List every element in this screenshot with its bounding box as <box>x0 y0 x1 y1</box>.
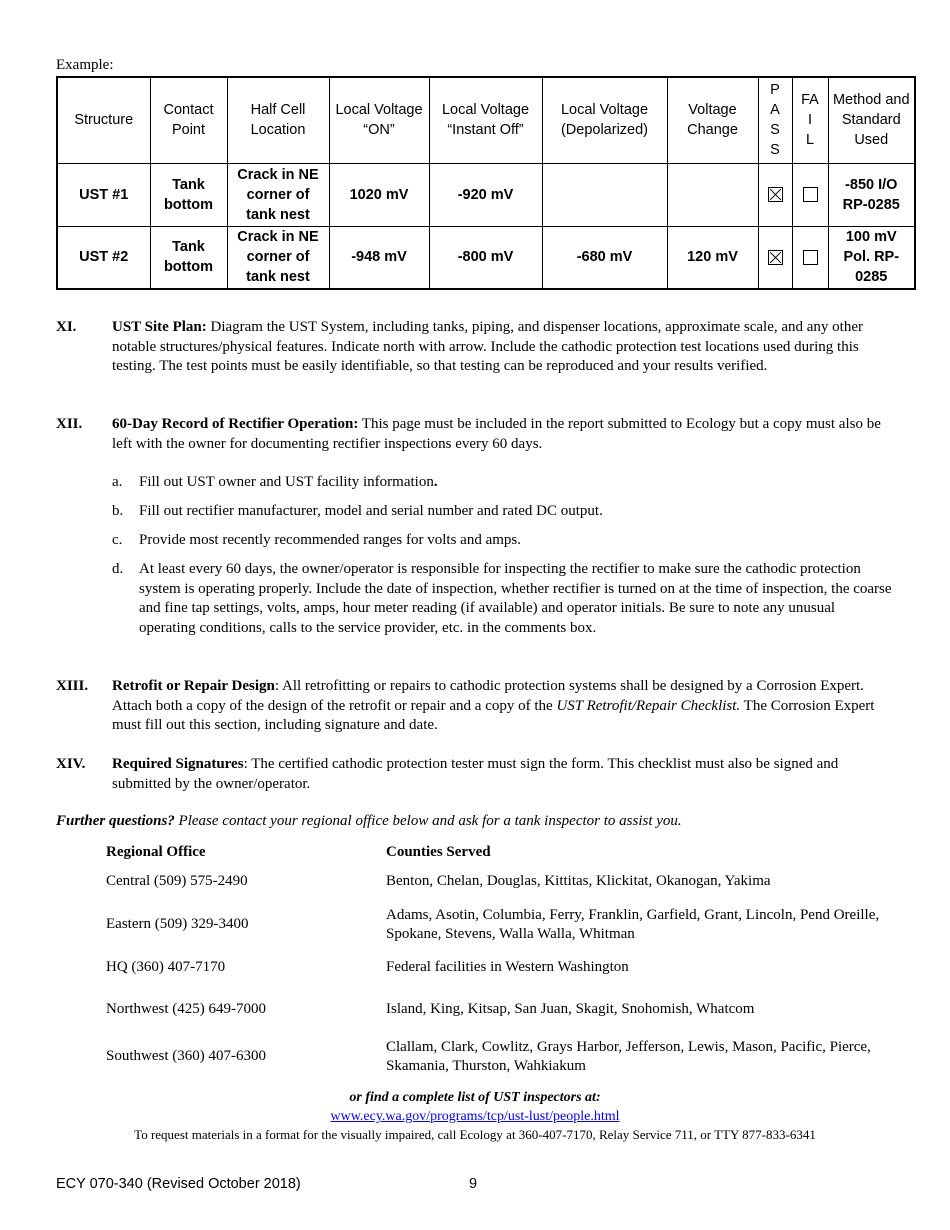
pass-checkbox[interactable] <box>768 250 783 265</box>
further-text: Please contact your regional office below and ask for a tank inspector to assist you. <box>174 813 682 829</box>
table-row <box>106 866 896 898</box>
office-name: Northwest (425) 649-7000 <box>106 1001 266 1018</box>
header-method: Method and Standard Used <box>828 77 915 163</box>
header-pass: P A S S <box>758 77 792 163</box>
item-text: Fill out rectifier manufacturer, model and serial number and rated DC output. <box>139 503 603 519</box>
fail-checkbox[interactable] <box>803 250 818 265</box>
section-xii <box>56 415 896 454</box>
cell-fail <box>792 226 828 289</box>
table-header-row <box>57 77 915 163</box>
table-row <box>106 952 896 984</box>
section-xiii <box>56 677 896 736</box>
offices-header <box>106 840 896 866</box>
header-fail: FA I L <box>792 77 828 163</box>
cell-fail <box>792 163 828 226</box>
section-title: Required Signatures <box>112 756 244 772</box>
item-text: Fill out UST owner and UST facility information <box>139 474 434 490</box>
cell-structure: UST #1 <box>57 163 150 226</box>
cell-on: -948 mV <box>329 226 429 289</box>
item-letter: b. <box>112 503 124 519</box>
list-item <box>112 531 892 551</box>
section-number: XI. <box>56 319 77 335</box>
cell-instant-off: -920 mV <box>429 163 542 226</box>
office-name: Central (509) 575-2490 <box>106 873 248 890</box>
section-number: XIV. <box>56 756 86 772</box>
pass-checkbox[interactable] <box>768 187 783 202</box>
section-text: : The certified cathodic protection tester must sign the form. This checklist must also be signed and submitted by the owner/operator. <box>112 756 839 792</box>
fail-checkbox[interactable] <box>803 187 818 202</box>
cell-change: 120 mV <box>667 226 758 289</box>
item-text: At least every 60 days, the owner/operator is responsible for inspecting the rectifier to make sure the cathodic protection system is operating properly. Include the date of inspection, whether rectifier is turned on at the time of inspection, the coarse and fine tap settings, volts, amps, hour meter reading (if available) and operator initials. Be sure to note any unusual operating conditions, calls to the service provider, etc. in the comments box. <box>139 561 892 636</box>
cell-depolarized: -680 mV <box>542 226 667 289</box>
list-item <box>112 502 892 522</box>
table-row <box>106 1036 896 1078</box>
office-counties: Federal facilities in Western Washington <box>386 959 629 976</box>
list-item <box>112 473 892 493</box>
further-bold: Further questions? <box>56 813 175 829</box>
section-number: XII. <box>56 416 83 432</box>
section-title: UST Site Plan: <box>112 319 207 335</box>
section-title: 60-Day Record of Rectifier Operation: <box>112 416 359 432</box>
office-name: HQ (360) 407-7170 <box>106 959 226 976</box>
example-table <box>56 76 916 290</box>
office-counties: Benton, Chelan, Douglas, Kittitas, Klickitat, Okanogan, Yakima <box>386 873 771 890</box>
cell-structure: UST #2 <box>57 226 150 289</box>
cell-pass <box>758 226 792 289</box>
section-text: : All retrofitting or repairs to cathodic protection systems shall be designed by a Corrosion Expert. Attach both a copy of the design of the retrofit or repair and a copy of the <box>112 678 864 714</box>
office-counties: Clallam, Clark, Cowlitz, Grays Harbor, Jefferson, Lewis, Mason, Pacific, Pierce, Skamania, Thurston, Wahkiakum <box>386 1038 871 1074</box>
item-text: Provide most recently recommended ranges for volts and amps. <box>139 532 521 548</box>
section-xi <box>56 318 896 377</box>
header-structure: Structure <box>57 77 150 163</box>
cell-instant-off: -800 mV <box>429 226 542 289</box>
table-row <box>106 984 896 1036</box>
accessibility-note: To request materials in a format for the visually impaired, call Ecology at 360-407-7170, Relay Service 711, or TTY 877-833-6341 <box>134 1127 816 1142</box>
section-text: This page must be included in the report submitted to Ecology but a copy must also be left with the owner for documenting rectifier inspections every 60 days. <box>112 416 881 452</box>
header-half-cell-location: Half Cell Location <box>227 77 329 163</box>
find-label: or find a complete list of UST inspectors at: <box>349 1090 601 1105</box>
office-counties: Adams, Asotin, Columbia, Ferry, Franklin, Garfield, Grant, Lincoln, Pend Oreille, Spokane, Stevens, Walla Walla, Whitman <box>386 906 880 942</box>
header-voltage-depolarized: Local Voltage (Depolarized) <box>542 77 667 163</box>
inspectors-link[interactable]: www.ecy.wa.gov/programs/tcp/ust-lust/people.html <box>330 1109 620 1124</box>
cell-location: Crack in NE corner of tank nest <box>227 226 329 289</box>
checklist-title: UST Retrofit/Repair Checklist. <box>556 697 741 714</box>
item-letter: c. <box>112 532 123 548</box>
section-xiv <box>56 755 896 794</box>
inspector-list-info <box>0 1088 950 1143</box>
header-voltage-on: Local Voltage “ON” <box>329 77 429 163</box>
page-number: 9 <box>469 1176 478 1192</box>
office-counties: Island, King, Kitsap, San Juan, Skagit, Snohomish, Whatcom <box>386 1001 755 1018</box>
header-counties-served: Counties Served <box>386 844 491 861</box>
cell-pass <box>758 163 792 226</box>
cell-change <box>667 163 758 226</box>
cell-method: 100 mV Pol. RP-0285 <box>828 226 915 289</box>
list-item <box>112 560 892 638</box>
office-name: Southwest (360) 407-6300 <box>106 1048 266 1065</box>
cell-location: Crack in NE corner of tank nest <box>227 163 329 226</box>
table-row <box>106 898 896 952</box>
cell-contact: Tank bottom <box>150 226 227 289</box>
section-text: Diagram the UST System, including tanks, piping, and dispenser locations, approximate scale, and any other notable structures/physical features. Indicate north with arrow. Include the cathodic protection test locations used during this testing. The test points must be easily identifiable, so that testing can be reproduced and your results verified. <box>112 319 863 374</box>
cell-depolarized <box>542 163 667 226</box>
item-letter: a. <box>112 474 123 490</box>
table-row <box>57 226 915 289</box>
item-tail: . <box>433 474 438 490</box>
further-questions <box>56 813 682 830</box>
item-letter: d. <box>112 561 124 577</box>
header-contact-point: Contact Point <box>150 77 227 163</box>
section-text-end: The Corrosion Expert must fill out this section, including signature and date. <box>112 697 875 733</box>
cell-on: 1020 mV <box>329 163 429 226</box>
header-voltage-instant-off: Local Voltage “Instant Off” <box>429 77 542 163</box>
section-title: Retrofit or Repair Design <box>112 678 275 694</box>
table-row <box>57 163 915 226</box>
section-number: XIII. <box>56 678 89 694</box>
form-number: ECY 070-340 (Revised October 2018) <box>56 1176 301 1192</box>
example-label: Example: <box>56 57 114 73</box>
cell-method: -850 I/O RP-0285 <box>828 163 915 226</box>
header-regional-office: Regional Office <box>106 844 206 861</box>
regional-offices-table <box>106 840 896 1078</box>
cell-contact: Tank bottom <box>150 163 227 226</box>
office-name: Eastern (509) 329-3400 <box>106 916 249 933</box>
header-voltage-change: Voltage Change <box>667 77 758 163</box>
